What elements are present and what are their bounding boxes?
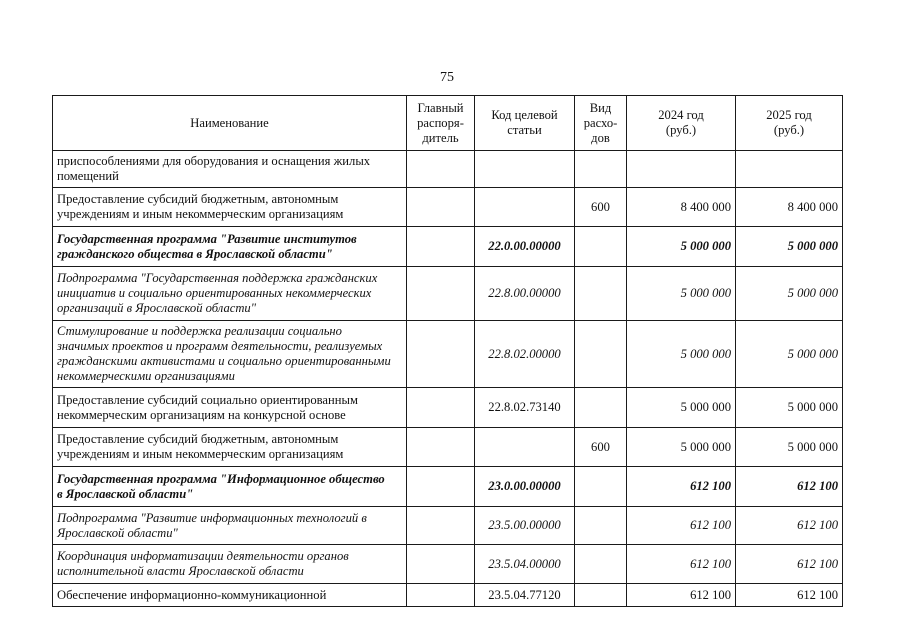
cell-2025: [736, 151, 843, 188]
cell-expense-type: [575, 467, 627, 507]
cell-2025: 612 100: [736, 584, 843, 607]
cell-name: Обеспечение информационно-коммуникационной: [53, 584, 407, 607]
table-row: [53, 267, 843, 321]
cell-2025: 612 100: [736, 507, 843, 545]
cell-2024: 612 100: [627, 467, 736, 507]
cell-code: 23.5.00.00000: [475, 507, 575, 545]
cell-manager: [407, 545, 475, 584]
cell-code: 23.5.04.77120: [475, 584, 575, 607]
table-row: [53, 584, 843, 607]
table-row: [53, 227, 843, 267]
cell-expense-type: [575, 584, 627, 607]
cell-expense-type: [575, 267, 627, 321]
table-row: [53, 388, 843, 428]
header-manager: Главный распоря- дитель: [407, 96, 475, 151]
cell-code: 23.0.00.00000: [475, 467, 575, 507]
cell-expense-type: [575, 388, 627, 428]
cell-2024: 8 400 000: [627, 188, 736, 227]
cell-name: Подпрограмма "Развитие информационных технологий в Ярославской области": [53, 507, 407, 545]
cell-2024: 5 000 000: [627, 227, 736, 267]
cell-name: Стимулирование и поддержка реализации социально значимых проектов и программ деятельности, реализуемых гражданскими активистами и социально ориентированными некоммерческими организациями: [53, 321, 407, 388]
cell-expense-type: [575, 151, 627, 188]
cell-code: 22.8.02.00000: [475, 321, 575, 388]
cell-2024: 5 000 000: [627, 428, 736, 467]
table-row: [53, 428, 843, 467]
cell-code: [475, 151, 575, 188]
cell-code: 22.8.00.00000: [475, 267, 575, 321]
table-row: [53, 507, 843, 545]
budget-table: [52, 95, 843, 607]
header-2024: 2024 год (руб.): [627, 96, 736, 151]
header-name: Наименование: [53, 96, 407, 151]
cell-manager: [407, 467, 475, 507]
cell-2025: 5 000 000: [736, 267, 843, 321]
cell-2024: [627, 151, 736, 188]
cell-code: [475, 188, 575, 227]
header-code: Код целевой статьи: [475, 96, 575, 151]
cell-manager: [407, 388, 475, 428]
table-row: [53, 467, 843, 507]
cell-name: Государственная программа "Информационное общество в Ярославской области": [53, 467, 407, 507]
cell-expense-type: 600: [575, 188, 627, 227]
cell-2024: 612 100: [627, 584, 736, 607]
cell-2025: 5 000 000: [736, 321, 843, 388]
cell-code: 22.8.02.73140: [475, 388, 575, 428]
cell-2024: 612 100: [627, 545, 736, 584]
cell-manager: [407, 428, 475, 467]
cell-manager: [407, 507, 475, 545]
header-2025: 2025 год (руб.): [736, 96, 843, 151]
cell-2024: 5 000 000: [627, 267, 736, 321]
cell-expense-type: [575, 227, 627, 267]
cell-2025: 5 000 000: [736, 428, 843, 467]
cell-expense-type: [575, 321, 627, 388]
cell-code: [475, 428, 575, 467]
cell-2024: 5 000 000: [627, 321, 736, 388]
cell-manager: [407, 321, 475, 388]
cell-manager: [407, 267, 475, 321]
cell-manager: [407, 151, 475, 188]
page-number: 75: [440, 70, 454, 85]
cell-expense-type: [575, 507, 627, 545]
cell-2024: 5 000 000: [627, 388, 736, 428]
cell-manager: [407, 584, 475, 607]
table-row: [53, 188, 843, 227]
header-expense-type: Вид расхо- дов: [575, 96, 627, 151]
cell-manager: [407, 188, 475, 227]
cell-expense-type: 600: [575, 428, 627, 467]
cell-code: 22.0.00.00000: [475, 227, 575, 267]
cell-name: Государственная программа "Развитие институтов гражданского общества в Ярославской области": [53, 227, 407, 267]
table-row: [53, 151, 843, 188]
cell-name: Предоставление субсидий социально ориентированным некоммерческим организациям на конкурсной основе: [53, 388, 407, 428]
cell-2025: 5 000 000: [736, 388, 843, 428]
table-header-row: [53, 96, 843, 151]
table-row: [53, 321, 843, 388]
cell-name: Предоставление субсидий бюджетным, автономным учреждениям и иным некоммерческим организациям: [53, 428, 407, 467]
cell-2024: 612 100: [627, 507, 736, 545]
cell-2025: 5 000 000: [736, 227, 843, 267]
cell-2025: 612 100: [736, 545, 843, 584]
table-row: [53, 545, 843, 584]
cell-2025: 8 400 000: [736, 188, 843, 227]
cell-name: приспособлениями для оборудования и оснащения жилых помещений: [53, 151, 407, 188]
cell-manager: [407, 227, 475, 267]
cell-code: 23.5.04.00000: [475, 545, 575, 584]
cell-name: Предоставление субсидий бюджетным, автономным учреждениям и иным некоммерческим организациям: [53, 188, 407, 227]
cell-name: Подпрограмма "Государственная поддержка гражданских инициатив и социально ориентированных некоммерческих организаций в Ярославской области": [53, 267, 407, 321]
cell-expense-type: [575, 545, 627, 584]
cell-name: Координация информатизации деятельности органов исполнительной власти Ярославской области: [53, 545, 407, 584]
cell-2025: 612 100: [736, 467, 843, 507]
